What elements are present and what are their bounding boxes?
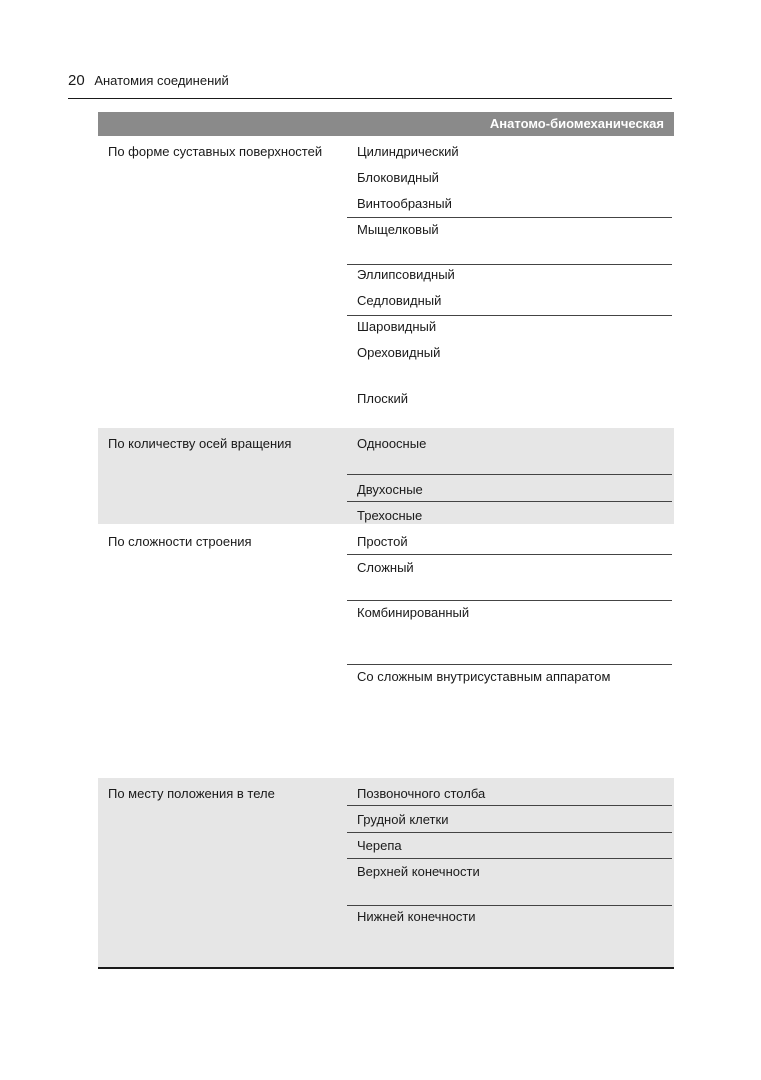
row-divider — [347, 600, 672, 601]
row-divider — [347, 217, 672, 218]
row-divider — [347, 264, 672, 265]
list-item: Блоковидный — [357, 170, 439, 185]
list-item: Комбинированный — [357, 605, 470, 620]
category-label: По сложности строения — [108, 534, 252, 549]
row-divider — [347, 315, 672, 316]
category-label: По форме суставных поверхностей — [108, 144, 323, 159]
table-header: Анатомо-биомеханическая — [98, 112, 674, 136]
row-divider — [347, 858, 672, 859]
list-item: Черепа — [357, 838, 402, 853]
row-divider — [347, 554, 672, 555]
list-item: Позвоночного столба — [357, 786, 486, 801]
list-item: Шаровидный — [357, 319, 437, 334]
page-number: 20 — [68, 72, 85, 89]
list-item: Верхней конечности — [357, 864, 480, 879]
list-item: Трехосные — [357, 508, 423, 523]
list-item: Седловидный — [357, 293, 442, 308]
category-label: По количеству осей вращения — [108, 436, 292, 451]
list-item: Мыщелковый — [357, 222, 439, 237]
category-label: По месту положения в теле — [108, 786, 275, 801]
list-item: Со сложным внутрисуставным аппаратом — [357, 669, 611, 684]
row-divider — [347, 501, 672, 502]
list-item: Сложный — [357, 560, 414, 575]
list-item: Грудной клетки — [357, 812, 449, 827]
list-item: Цилиндрический — [357, 144, 459, 159]
row-divider — [347, 905, 672, 906]
row-divider — [347, 474, 672, 475]
list-item: Нижней конечности — [357, 909, 476, 924]
list-item: Одноосные — [357, 436, 427, 451]
row-divider — [347, 832, 672, 833]
list-item: Плоский — [357, 391, 409, 406]
row-divider — [347, 805, 672, 806]
list-item: Простой — [357, 534, 408, 549]
running-title: Анатомия соединений — [94, 73, 229, 88]
table-bottom-rule — [98, 967, 674, 969]
running-head — [68, 72, 672, 99]
row-divider — [347, 664, 672, 665]
list-item: Двухосные — [357, 482, 423, 497]
list-item: Эллипсовидный — [357, 267, 455, 282]
list-item: Ореховидный — [357, 345, 441, 360]
list-item: Винтообразный — [357, 196, 452, 211]
